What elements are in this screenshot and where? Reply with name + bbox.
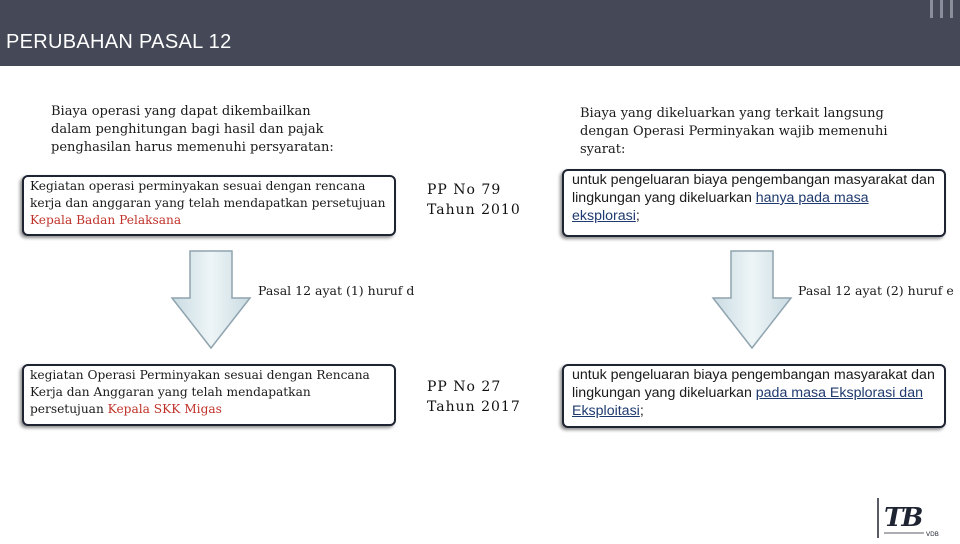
header-decoration: [940, 0, 943, 18]
regulation-year: Tahun 2017: [427, 399, 521, 415]
left-intro-line: Biaya operasi yang dapat dikembailkan: [51, 104, 311, 119]
right-intro-line: Biaya yang dikeluarkan yang terkait langsung: [580, 106, 884, 121]
box-text: untuk pengeluaran biaya pengembangan masyarakat dan lingkungan yang dikeluarkan: [572, 172, 935, 206]
right-intro-line: dengan Operasi Perminyakan wajib memenuhi: [580, 124, 888, 139]
left-intro-line: dalam penghitungan bagi hasil dan pajak: [51, 122, 324, 137]
box-text-suffix: ;: [639, 403, 644, 419]
company-logo: [876, 496, 960, 540]
right-article-reference: Pasal 12 ayat (2) huruf e: [798, 283, 954, 298]
logo-mark-icon: [876, 496, 960, 540]
header-bar: [0, 0, 960, 66]
regulation-label-2017: [427, 377, 521, 417]
svg-text:TB: TB: [884, 503, 922, 533]
svg-text:VDB: VDB: [926, 531, 939, 538]
highlight-text: Kepala SKK Migas: [107, 402, 222, 416]
left-article-reference: Pasal 12 ayat (1) huruf d: [258, 283, 415, 298]
page-title: PERUBAHAN PASAL 12: [6, 31, 232, 53]
header-decoration: [930, 0, 933, 18]
right-box-old-requirement: [562, 169, 946, 237]
regulation-number: PP No 27: [427, 379, 502, 395]
highlight-text: pada masa Eksplorasi dan Eksploitasi: [572, 385, 923, 419]
box-text: untuk pengeluaran biaya pengembangan masyarakat dan lingkungan yang dikeluarkan: [572, 367, 935, 401]
left-intro-text: [51, 103, 334, 157]
right-intro-line: syarat:: [580, 142, 626, 157]
regulation-label-2010: [427, 180, 521, 220]
left-box-new-requirement: [22, 364, 396, 426]
right-box-new-requirement: [562, 364, 946, 428]
regulation-year: Tahun 2010: [427, 202, 521, 218]
highlight-text: hanya pada masa eksplorasi: [572, 190, 869, 224]
left-intro-line: penghasilan harus memenuhi persyaratan:: [51, 140, 334, 155]
box-text: kegiatan Operasi Perminyakan sesuai dengan Rencana Kerja dan Anggaran yang telah mendapatkan persetujuan: [30, 368, 370, 416]
right-intro-text: [580, 105, 888, 159]
down-arrow-icon: [711, 250, 793, 350]
box-text-suffix: ;: [635, 208, 640, 224]
header-decoration: [950, 0, 953, 18]
down-arrow-icon: [170, 250, 252, 350]
left-box-old-requirement: [22, 175, 396, 236]
regulation-number: PP No 79: [427, 182, 502, 198]
highlight-text: Kepala Badan Pelaksana: [30, 213, 182, 227]
box-text: Kegiatan operasi perminyakan sesuai dengan rencana kerja dan anggaran yang telah mendapatkan persetujuan: [30, 179, 386, 210]
